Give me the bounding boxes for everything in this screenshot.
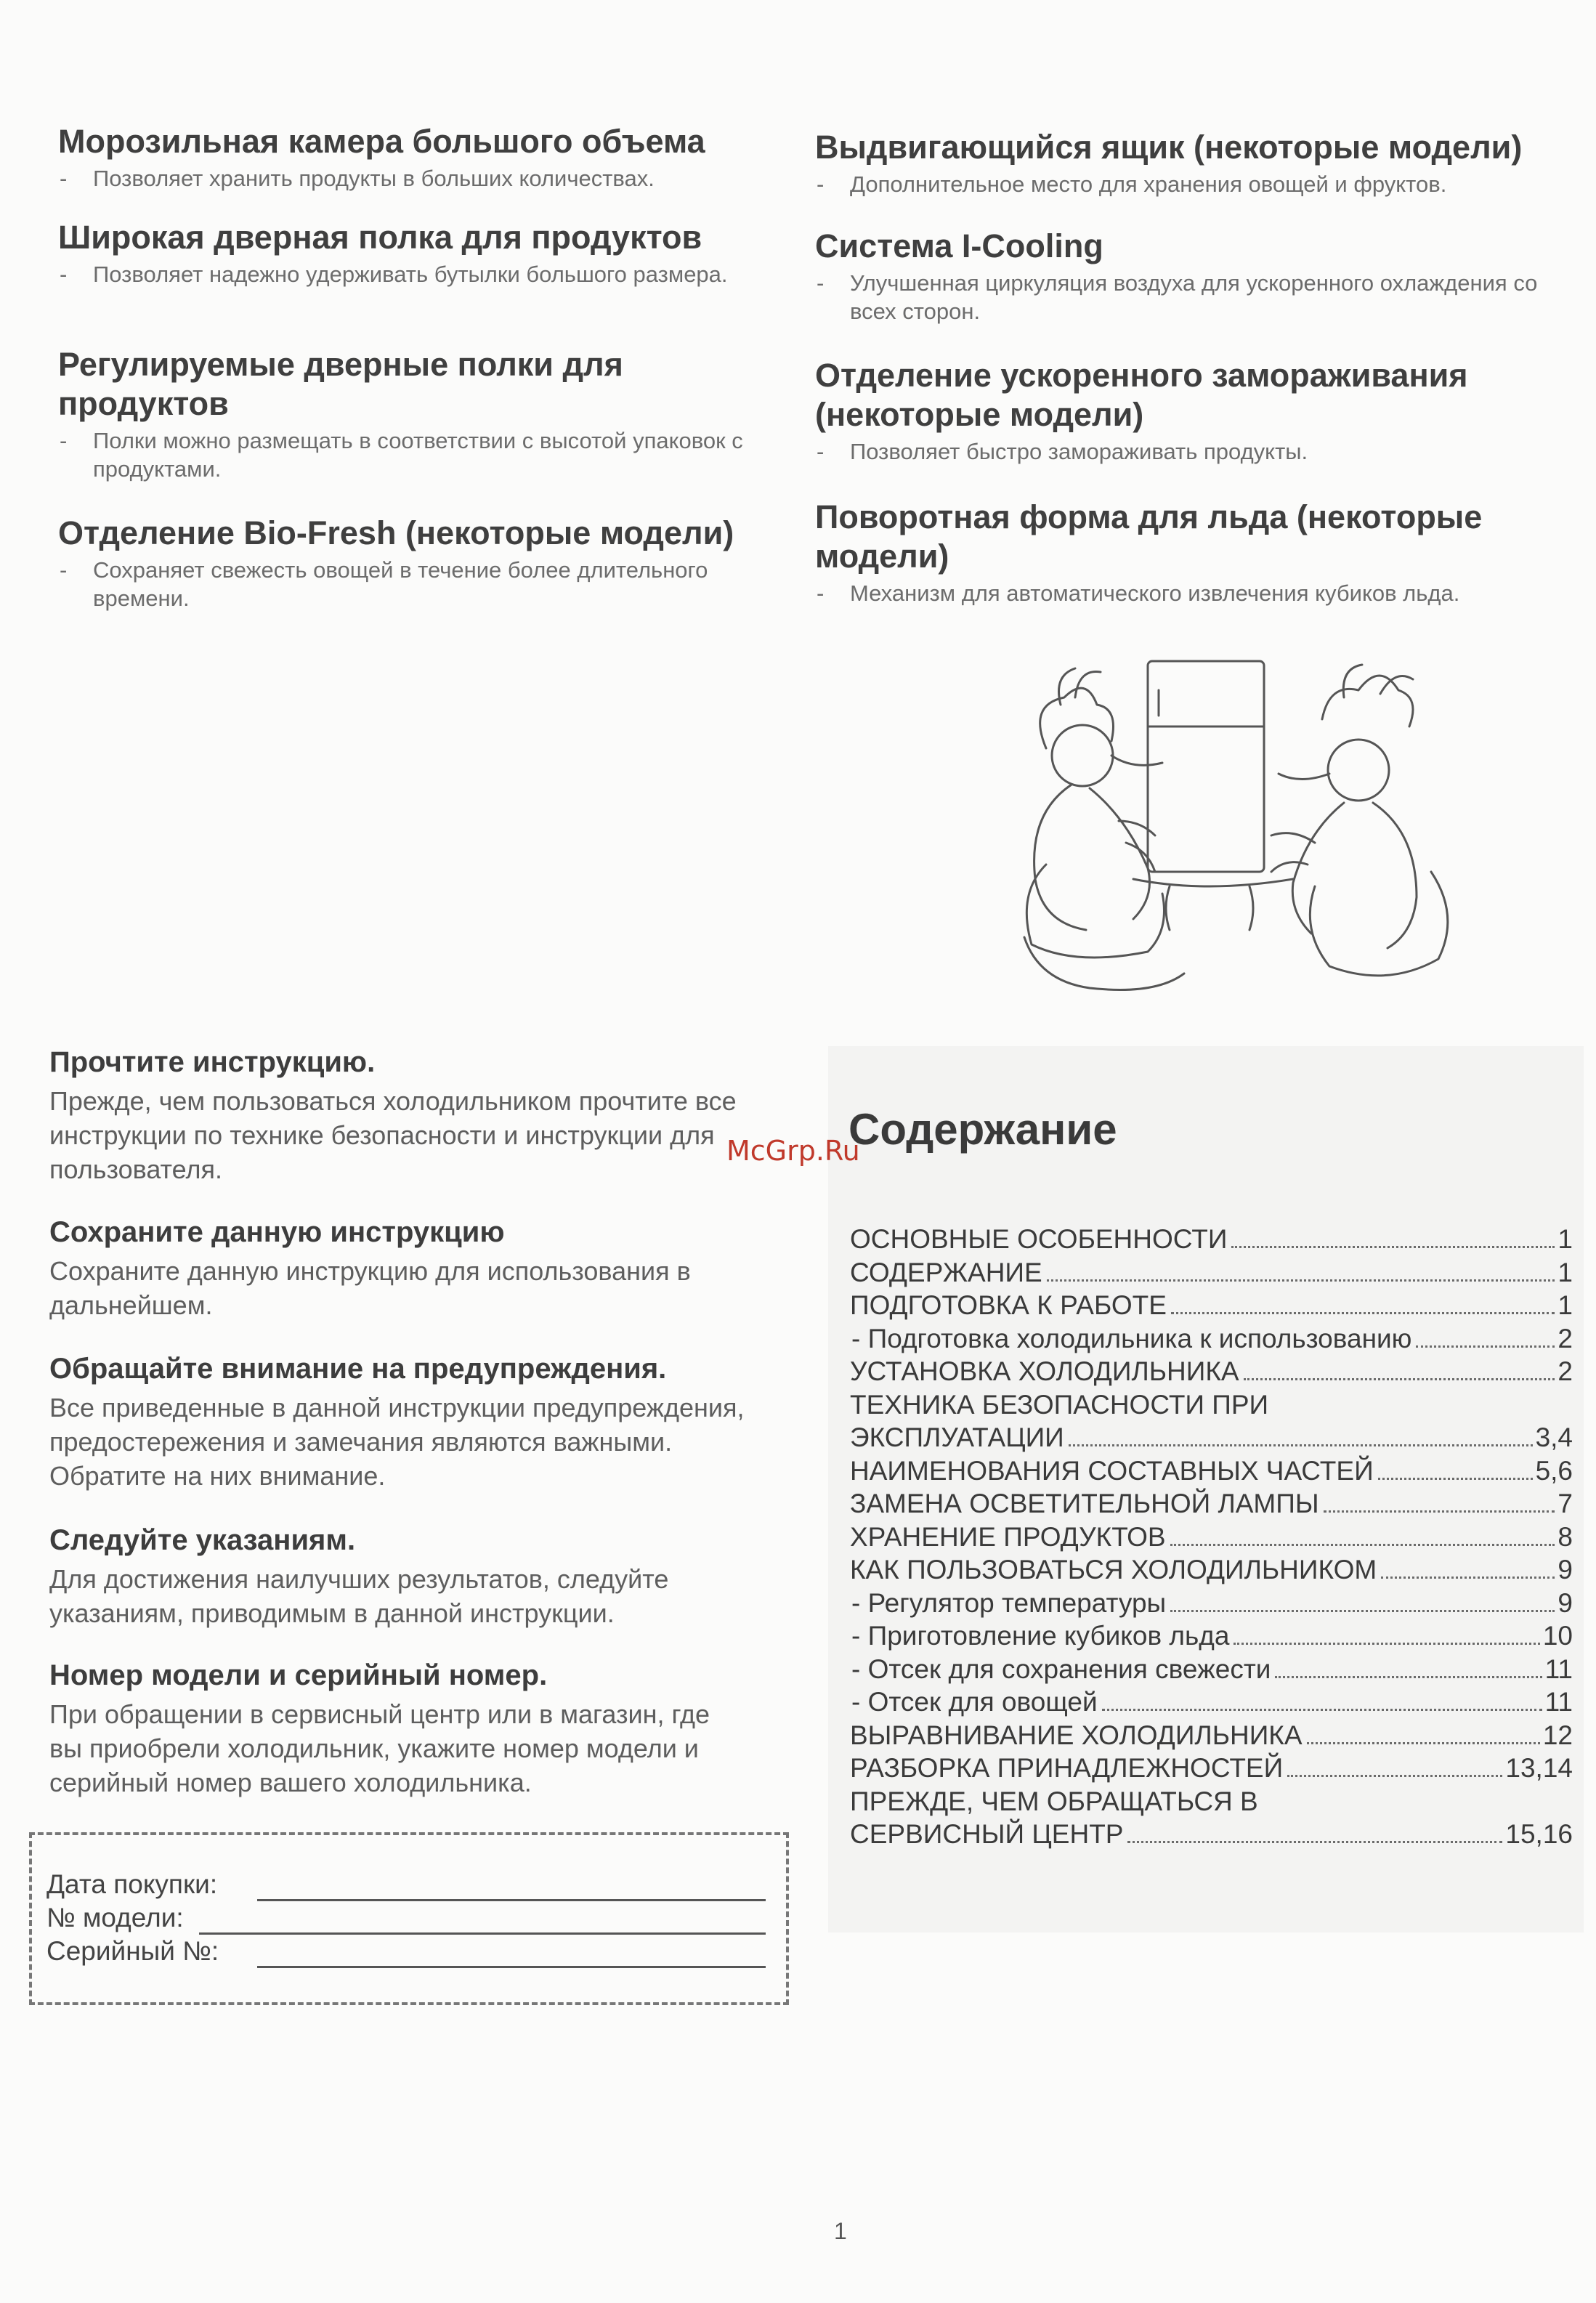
toc-item-page: 8 bbox=[1557, 1521, 1573, 1552]
toc-item-page: 5,6 bbox=[1535, 1455, 1573, 1486]
feature-description: - Полки можно размещать в соответствии с высотой упаковок с продуктами. bbox=[58, 426, 790, 483]
toc-item bbox=[850, 1256, 1573, 1290]
info-text: Прежде, чем пользоваться холодильником прочтите все инструкции по технике безопасности и инструкции для пользователя. bbox=[49, 1086, 737, 1184]
toc-item-label: ПОДГОТОВКА К РАБОТЕ bbox=[850, 1290, 1167, 1320]
toc-item-label: - Приготовление кубиков льда bbox=[851, 1621, 1230, 1651]
toc-item-label: ЗАМЕНА ОСВЕТИТЕЛЬНОЙ ЛАМПЫ bbox=[850, 1489, 1319, 1518]
toc-item-page: 11 bbox=[1544, 1687, 1573, 1717]
toc-item-label: - Регулятор температуры bbox=[851, 1587, 1167, 1618]
feature-title: Регулируемые дверные полки для продуктов bbox=[58, 346, 623, 422]
info-title: Номер модели и серийный номер. bbox=[49, 1659, 548, 1691]
toc-title: Содержание bbox=[848, 1105, 1117, 1154]
info-block bbox=[49, 1351, 790, 1523]
toc-item-label: ЭКСПЛУАТАЦИИ bbox=[850, 1422, 1064, 1452]
page-number: 1 bbox=[834, 2218, 847, 2244]
feature-description: - Дополнительное место для хранения овощей и фруктов. bbox=[815, 170, 1585, 198]
toc-item-label: ТЕХНИКА БЕЗОПАСНОСТИ ПРИ bbox=[850, 1389, 1269, 1420]
toc-item-page: 13,14 bbox=[1505, 1753, 1573, 1783]
toc-item bbox=[850, 1587, 1573, 1620]
toc-item-page: 12 bbox=[1542, 1720, 1573, 1750]
feature-description: - Улучшенная циркуляция воздуха для ускоренного охлаждения со всех сторон. bbox=[815, 269, 1547, 325]
toc-item bbox=[850, 1685, 1573, 1719]
toc-item-page: 15,16 bbox=[1505, 1819, 1573, 1849]
feature-item bbox=[58, 345, 806, 514]
feature-title: Морозильная камера большого объема bbox=[58, 123, 705, 160]
toc-item bbox=[850, 1223, 1573, 1256]
toc-item-page: 11 bbox=[1544, 1654, 1573, 1684]
toc-item-page: 9 bbox=[1557, 1587, 1573, 1618]
feature-description: - Механизм для автоматического извлечения кубиков льда. bbox=[815, 579, 1585, 607]
watermark: McGrp.Ru bbox=[726, 1135, 860, 1167]
feature-description: - Позволяет надежно удерживать бутылки большого размера. bbox=[58, 260, 790, 288]
toc-item-label: - Подготовка холодильника к использованию bbox=[851, 1323, 1412, 1353]
purchase-info-form bbox=[29, 1832, 789, 2005]
toc-item-label: УСТАНОВКА ХОЛОДИЛЬНИКА bbox=[850, 1356, 1239, 1386]
feature-title: Отделение ускоренного замораживания (некоторые модели) bbox=[815, 357, 1468, 433]
toc-item-page: 3,4 bbox=[1535, 1422, 1573, 1452]
info-blocks bbox=[49, 1045, 790, 1800]
features-left-column bbox=[58, 122, 806, 612]
toc-item-label: РАЗБОРКА ПРИНАДЛЕЖНОСТЕЙ bbox=[850, 1753, 1284, 1783]
model-field[interactable] bbox=[199, 1932, 766, 1935]
info-block bbox=[49, 1658, 790, 1800]
toc-item bbox=[850, 1454, 1573, 1488]
toc-item bbox=[850, 1521, 1573, 1554]
toc-leader-dots bbox=[1275, 1676, 1542, 1678]
toc-item bbox=[850, 1752, 1573, 1785]
model-label: № модели: bbox=[46, 1903, 184, 1932]
feature-item bbox=[815, 498, 1585, 607]
toc-item bbox=[850, 1818, 1573, 1851]
purchase-date-label: Дата покупки: bbox=[46, 1869, 218, 1899]
serial-row bbox=[46, 1935, 773, 1967]
toc-leader-dots bbox=[1231, 1246, 1555, 1248]
toc-item-label: ВЫРАВНИВАНИЕ ХОЛОДИЛЬНИКА bbox=[850, 1720, 1303, 1750]
refrigerator-illustration bbox=[1002, 647, 1453, 1003]
info-text: Сохраните данную инструкцию для использования в дальнейшем. bbox=[49, 1256, 691, 1320]
toc-item bbox=[850, 1322, 1573, 1356]
toc-item bbox=[850, 1289, 1573, 1322]
feature-item bbox=[815, 128, 1585, 227]
feature-description: - Позволяет быстро замораживать продукты. bbox=[815, 437, 1585, 466]
toc-item-label: ХРАНЕНИЕ ПРОДУКТОВ bbox=[850, 1521, 1166, 1552]
info-title: Сохраните данную инструкцию bbox=[49, 1216, 505, 1248]
toc-item bbox=[850, 1355, 1573, 1388]
info-text: Все приведенные в данной инструкции предупреждения, предостережения и замечания являются важными. Обратите на них внимание. bbox=[49, 1393, 745, 1491]
toc-item bbox=[850, 1785, 1573, 1818]
toc-item-page: 2 bbox=[1557, 1323, 1573, 1353]
toc-item bbox=[850, 1487, 1573, 1521]
toc-leader-dots bbox=[1170, 1544, 1555, 1546]
toc-leader-dots bbox=[1324, 1510, 1555, 1513]
toc-item-page: 1 bbox=[1557, 1290, 1573, 1320]
info-block bbox=[49, 1215, 790, 1351]
toc-item bbox=[850, 1553, 1573, 1587]
toc-leader-dots bbox=[1102, 1709, 1542, 1711]
info-block bbox=[49, 1523, 790, 1658]
features-right-column bbox=[815, 128, 1585, 607]
toc-leader-dots bbox=[1234, 1643, 1539, 1645]
info-title: Прочтите инструкцию. bbox=[49, 1046, 376, 1078]
toc-item-label: НАИМЕНОВАНИЯ СОСТАВНЫХ ЧАСТЕЙ bbox=[850, 1455, 1374, 1486]
toc-leader-dots bbox=[1069, 1444, 1533, 1446]
toc-item-page: 2 bbox=[1557, 1356, 1573, 1386]
model-row bbox=[46, 1902, 773, 1934]
toc-item-page: 10 bbox=[1542, 1621, 1573, 1651]
serial-label: Серийный №: bbox=[46, 1936, 219, 1966]
toc-leader-dots bbox=[1127, 1841, 1502, 1843]
toc-item-page: 9 bbox=[1557, 1555, 1573, 1584]
feature-title: Выдвигающийся ящик (некоторые модели) bbox=[815, 129, 1523, 166]
feature-description: - Позволяет хранить продукты в больших количествах. bbox=[58, 164, 806, 193]
serial-field[interactable] bbox=[257, 1966, 766, 1968]
toc-item-label: СОДЕРЖАНИЕ bbox=[850, 1257, 1042, 1287]
feature-title: Отделение Bio-Fresh (некоторые модели) bbox=[58, 514, 734, 551]
info-title: Обращайте внимание на предупреждения. bbox=[49, 1353, 667, 1385]
toc-leader-dots bbox=[1047, 1279, 1555, 1282]
toc-leader-dots bbox=[1378, 1478, 1533, 1480]
toc-item-label: СЕРВИСНЫЙ ЦЕНТР bbox=[850, 1819, 1124, 1849]
feature-title: Система I-Cooling bbox=[815, 227, 1103, 264]
toc-item-label: - Отсек для сохранения свежести bbox=[851, 1654, 1271, 1684]
toc-leader-dots bbox=[1416, 1345, 1555, 1348]
toc-leader-dots bbox=[1287, 1775, 1502, 1777]
info-block bbox=[49, 1045, 790, 1215]
toc-leader-dots bbox=[1307, 1742, 1540, 1744]
table-of-contents bbox=[848, 1104, 1571, 1155]
toc-leader-dots bbox=[1171, 1312, 1555, 1314]
info-text: Для достижения наилучших результатов, следуйте указаниям, приводимым в данной инструкции. bbox=[49, 1564, 669, 1628]
toc-item-label: - Отсек для овощей bbox=[851, 1687, 1098, 1717]
feature-item bbox=[58, 122, 806, 218]
toc-item bbox=[850, 1421, 1573, 1454]
feature-title: Широкая дверная полка для продуктов bbox=[58, 219, 702, 256]
feature-title: Поворотная форма для льда (некоторые модели) bbox=[815, 498, 1483, 575]
toc-item bbox=[850, 1619, 1573, 1653]
toc-item bbox=[850, 1719, 1573, 1752]
toc-item-label: ПРЕЖДЕ, ЧЕМ ОБРАЩАТЬСЯ В bbox=[850, 1786, 1258, 1816]
feature-description: - Сохраняет свежесть овощей в течение более длительного времени. bbox=[58, 556, 718, 612]
toc-item-label: ОСНОВНЫЕ ОСОБЕННОСТИ bbox=[850, 1224, 1228, 1254]
toc-list bbox=[850, 1223, 1573, 1851]
feature-item bbox=[815, 227, 1585, 356]
toc-item-page: 7 bbox=[1557, 1489, 1573, 1518]
toc-item-label: КАК ПОЛЬЗОВАТЬСЯ ХОЛОДИЛЬНИКОМ bbox=[850, 1555, 1377, 1584]
purchase-date-field[interactable] bbox=[257, 1899, 766, 1901]
toc-leader-dots bbox=[1170, 1610, 1555, 1612]
info-title: Следуйте указаниям. bbox=[49, 1524, 356, 1556]
toc-item bbox=[850, 1388, 1573, 1422]
toc-item-page: 1 bbox=[1557, 1257, 1573, 1287]
info-text: При обращении в сервисный центр или в магазин, где вы приобрели холодильник, укажите номер модели и серийный номер вашего холодильника. bbox=[49, 1699, 710, 1797]
toc-item-page: 1 bbox=[1557, 1224, 1573, 1254]
feature-item bbox=[58, 218, 806, 345]
feature-item bbox=[58, 514, 806, 612]
toc-item bbox=[850, 1653, 1573, 1686]
toc-leader-dots bbox=[1381, 1577, 1555, 1579]
feature-item bbox=[815, 356, 1585, 498]
toc-leader-dots bbox=[1244, 1378, 1555, 1380]
purchase-date-row bbox=[46, 1869, 773, 1901]
